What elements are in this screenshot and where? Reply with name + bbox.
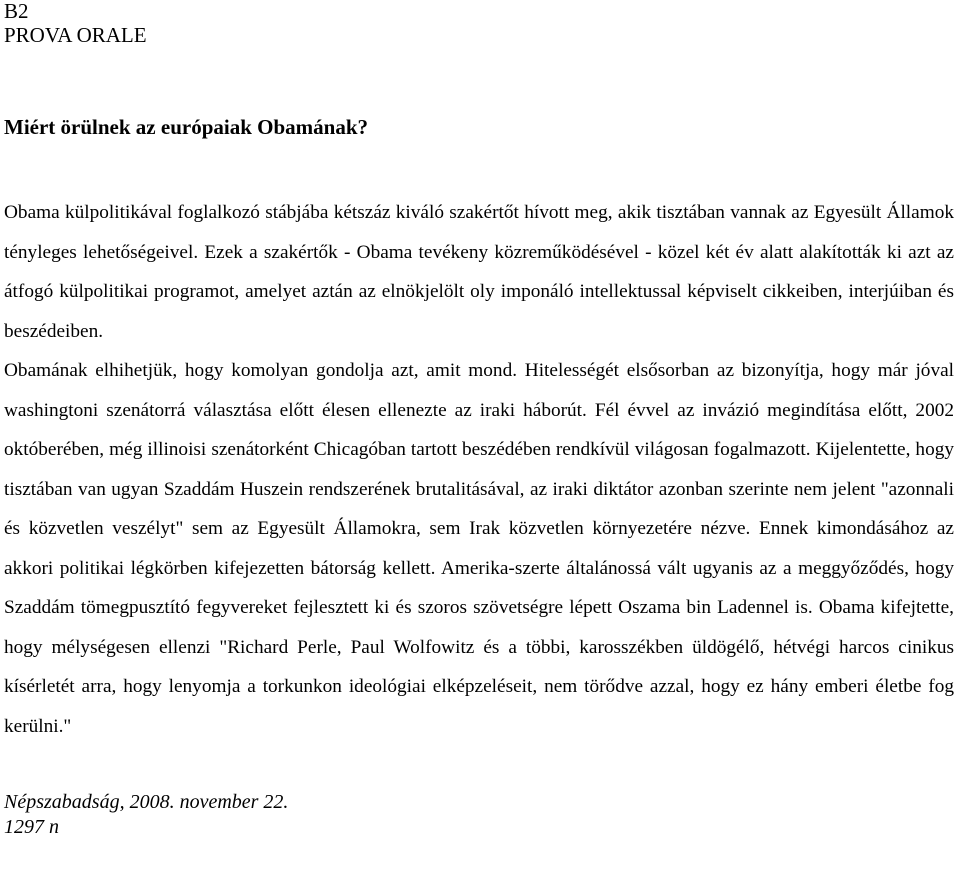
- paragraph-main: Obamának elhihetjük, hogy komolyan gondolja azt, amit mond. Hitelességét elsősorban az bizonyítja, hogy már jóval washingtoni szenátorrá választása előtt élesen ellenezte az iraki háborút. Fél évvel az invázió megindítása előtt, 2002 októberében, még illinoisi szenátorként Chicagóban tartott beszédében rendkívül világosan fogalmazott. Kijelentette, hogy tisztában van ugyan Szaddám Huszein rendszerének brutalitásával, az iraki diktátor azonban szerinte nem jelent "azonnali és közvetlen veszélyt" sem az Egyesült Államokra, sem Irak közvetlen környezetére nézve. Ennek kimondásához az akkori politikai légkörben kifejezetten bátorság kellett. Amerika-szerte általánossá vált ugyanis az a meggyőződés, hogy Szaddám tömegpusztító fegyvereket fejlesztett ki és szoros szövetségre lépett Oszama bin Ladennel is. Obama kifejtette, hogy mélységesen ellenzi "Richard Perle, Paul Wolfowitz és a többi, karosszékben üldögélő, hétvégi harcos cinikus kísérletét arra, hogy lenyomja a torkunkon ideológiai elképzeléseit, nem törődve azzal, hogy ez hány emberi életbe fog kerülni.": [4, 360, 954, 737]
- document-page: [4, 0, 954, 840]
- exam-title: PROVA ORALE: [4, 23, 147, 47]
- paragraph-intro: Obama külpolitikával foglalkozó stábjába kétszáz kiváló szakértőt hívott meg, akik tisztában vannak az Egyesült Államok tényleges lehetőségeivel. Ezek a szakértők - Obama tevékeny közreműködésével - közel két év alatt alakították ki azt az átfogó külpolitikai programot, amelyet aztán az elnökjelölt oly imponáló intellektussal képviselt cikkeiben, interjúiban és beszédeiben.: [4, 202, 954, 342]
- character-count: 1297 n: [4, 816, 59, 838]
- level-label: B2: [4, 0, 29, 23]
- question-heading: Miért örülnek az európaiak Obamának?: [4, 115, 369, 139]
- source-citation: Népszabadság, 2008. november 22.: [4, 791, 289, 813]
